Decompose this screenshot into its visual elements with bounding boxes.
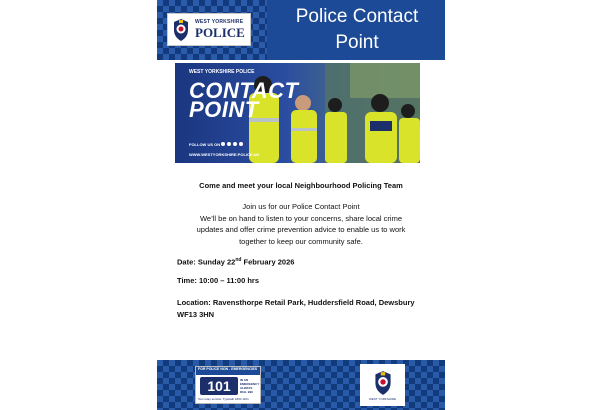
phone-101-number: 101 <box>200 377 238 395</box>
location-line-1: Location: Ravensthorpe Retail Park, Huddersfield Road, Dewsbury <box>177 298 415 307</box>
event-heading: Come and meet your local Neighbourhood Policing Team <box>199 181 403 190</box>
event-location <box>177 297 427 320</box>
title-line-2: Point <box>335 32 379 53</box>
website-text: WWW.WESTYORKSHIRE.POLICE.UK <box>189 152 260 157</box>
description-line-2: We’ll be on hand to listen to your concerns, share local crime <box>199 213 403 223</box>
poster <box>157 0 445 410</box>
page-title <box>269 0 445 60</box>
west-yorkshire-police-logo <box>167 13 251 46</box>
logo-top-text: WEST YORKSHIRE <box>195 19 244 25</box>
event-time: Time: 10:00 – 11:00 hrs <box>177 276 259 285</box>
event-description <box>177 201 425 247</box>
header-band <box>157 0 445 60</box>
logo-main-text: POLICE <box>195 25 245 40</box>
location-line-2: WF13 3HN <box>177 309 215 319</box>
contact-point-banner <box>175 63 420 163</box>
banner-title-line-1: CONTACT <box>189 78 299 103</box>
non-emergency-label: FOR POLICE NON - EMERGENCIES <box>196 367 260 375</box>
follow-us-text: FOLLOW US ON <box>189 142 221 147</box>
banner-title-line-2: POINT <box>189 97 259 122</box>
police-crest-icon <box>372 370 394 396</box>
description-line-4: together to keep our community safe. <box>239 236 363 246</box>
non-emergency-101-box <box>195 366 261 404</box>
crest-caption: WEST YORKSHIRE <box>368 396 397 401</box>
footer-band <box>157 360 445 410</box>
text-relay-note: Text relay service: Typetalk 1800 1101 <box>198 397 249 401</box>
police-crest-icon <box>171 18 191 42</box>
event-date: Date: Sunday 22nd February 2026 <box>177 257 295 267</box>
title-line-1: Police Contact <box>295 6 419 27</box>
description-line-3: updates and offer crime prevention advice to enable us to work <box>196 225 406 234</box>
description-line-1: Join us for our Police Contact Point <box>242 202 360 211</box>
emergency-note: IN AN EMERGENCY ALWAYS DIAL 999 <box>240 378 260 394</box>
banner-logo-text: WEST YORKSHIRE POLICE <box>189 69 255 75</box>
footer-crest <box>360 364 405 406</box>
